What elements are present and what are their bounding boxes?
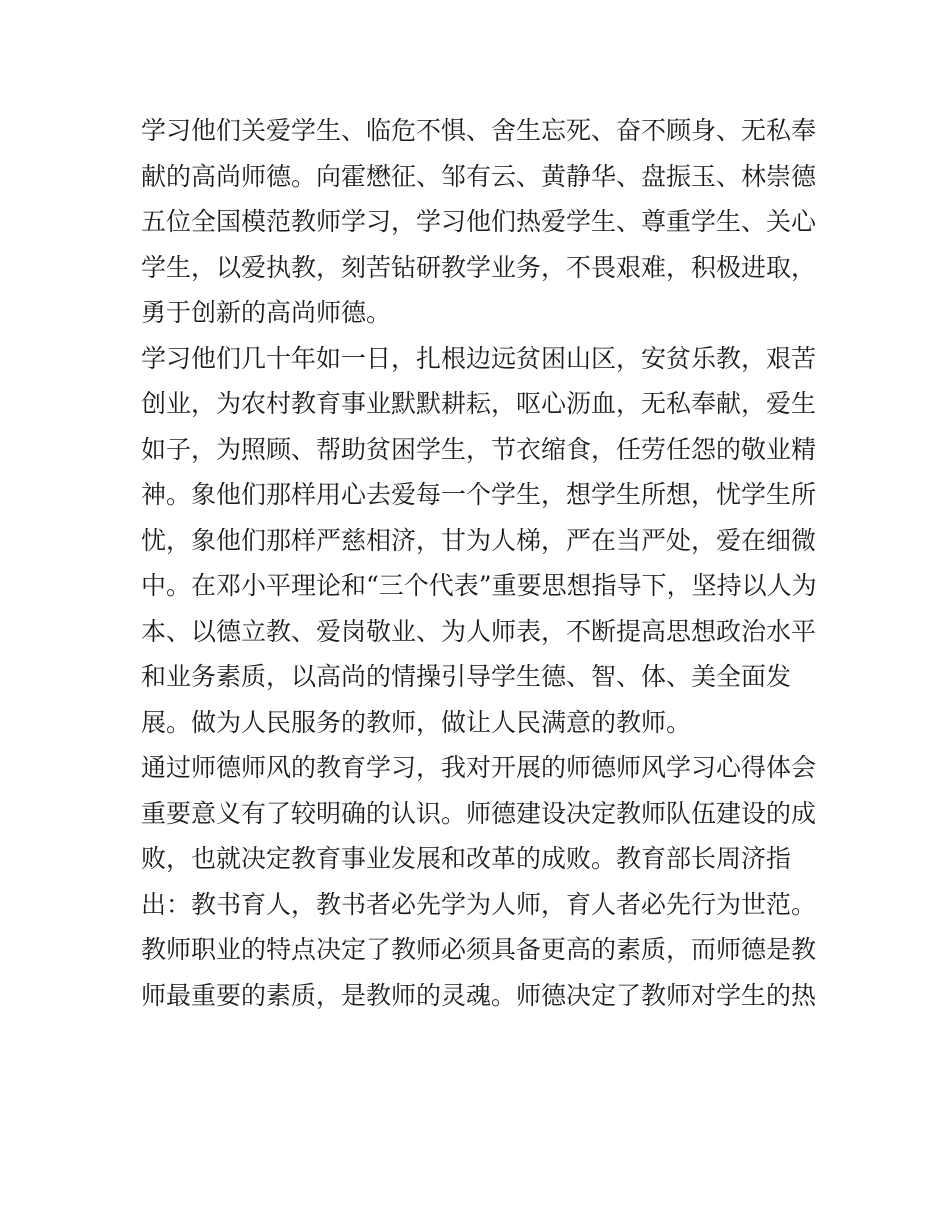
- text-line: 创业，为农村教育事业默默耕耘，呕心沥血，无私奉献，爱生: [141, 389, 817, 418]
- text-line: 忧，象他们那样严慈相济，甘为人梯，严在当严处，爱在细微: [141, 525, 817, 555]
- text-line: 教师职业的特点决定了教师必须具备更高的素质，而师德是教: [141, 935, 817, 964]
- text-line: 展。做为人民服务的教师，做让人民满意的教师。: [141, 707, 692, 737]
- text-line: 师最重要的素质，是教师的灵魂。师德决定了教师对学生的热: [141, 980, 817, 1010]
- text-line: 五位全国模范教师学习，学习他们热爱学生、尊重学生、关心: [141, 207, 817, 236]
- text-line: 神。象他们那样用心去爱每一个学生，想学生所想，忧学生所: [141, 480, 817, 509]
- text-line: 学习他们关爱学生、临危不惧、舍生忘死、奋不顾身、无私奉: [141, 116, 817, 145]
- text-line: 出：教书育人，教书者必先学为人师，育人者必先行为世范。: [141, 889, 817, 919]
- document-body: [141, 108, 821, 1018]
- text-line: 献的高尚师德。向霍懋征、邹有云、黄静华、盘振玉、林崇德: [141, 161, 817, 191]
- text-line: 勇于创新的高尚师德。: [141, 298, 392, 327]
- text-line: 败，也就决定教育事业发展和改革的成败。教育部长周济指: [141, 844, 792, 873]
- text-line: 学生，以爱执教，刻苦钻研教学业务，不畏艰难，积极进取，: [141, 252, 817, 282]
- text-line: 学习他们几十年如一日，扎根边远贫困山区，安贫乐教，艰苦: [141, 343, 817, 373]
- text-line: 和业务素质，以高尚的情操引导学生德、智、体、美全面发: [141, 662, 792, 691]
- text-line: 通过师德师风的教育学习，我对开展的师德师风学习心得体会: [141, 753, 817, 782]
- text-line: 中。在邓小平理论和“三个代表”重要思想指导下，坚持以人为: [141, 571, 817, 600]
- text-line: 本、以德立教、爱岗敬业、为人师表，不断提高思想政治水平: [141, 616, 817, 646]
- text-line: 重要意义有了较明确的认识。师德建设决定教师队伍建设的成: [141, 798, 817, 828]
- text-line: 如子，为照顾、帮助贫困学生，节衣缩食，任劳任怨的敬业精: [141, 434, 817, 464]
